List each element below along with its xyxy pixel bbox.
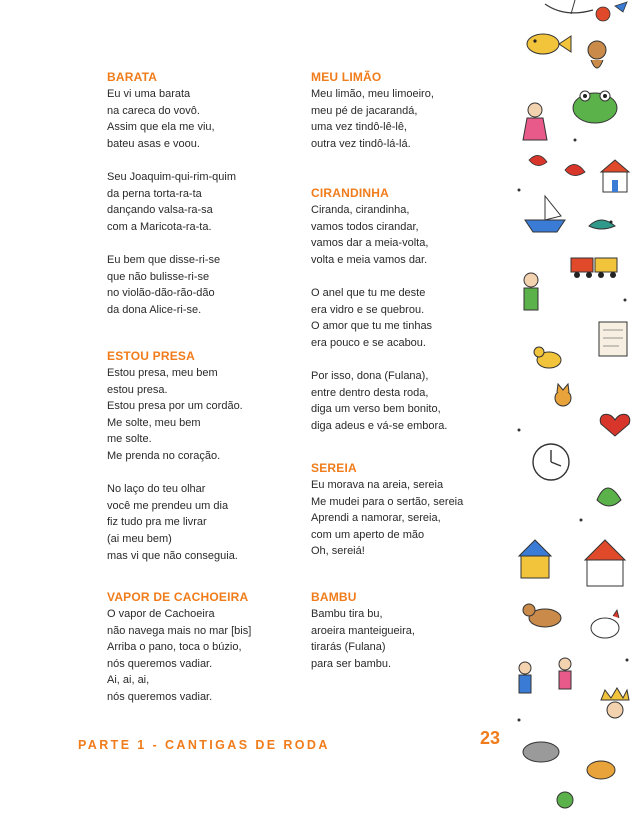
- verse-line: Me prenda no coração.: [107, 449, 221, 462]
- verse-line: bateu asas e voou.: [107, 137, 200, 150]
- doll-icon: [524, 273, 538, 310]
- verse-line: Ciranda, cirandinha,: [311, 204, 410, 216]
- verse-line: com um aperto de mão: [311, 528, 425, 541]
- stanza: [107, 169, 236, 235]
- verse-line: vamos todos cirandar,: [311, 220, 419, 233]
- house-icon: [601, 160, 629, 192]
- song-title: VAPOR DE CACHOEIRA: [107, 590, 249, 604]
- verse-line: Bambu tira bu,: [311, 608, 383, 620]
- hen-icon: [591, 610, 619, 638]
- verse-line: dançando valsa-ra-sa: [107, 204, 213, 217]
- house-icon: [585, 540, 625, 586]
- song-vapor-de-cachoeira: [107, 589, 251, 722]
- dog-icon: [523, 604, 561, 627]
- stanza: [311, 86, 434, 152]
- song-meu-limao: [311, 69, 434, 169]
- heart-icon: [600, 414, 630, 436]
- verse-line: na careca do vovô.: [107, 104, 200, 117]
- verse-line: que não bulisse-ri-se: [107, 270, 210, 283]
- stanza: [107, 252, 236, 318]
- verse-line: outra vez tindô-lá-lá.: [311, 137, 411, 150]
- verse-line: O anel que tu me deste: [311, 286, 426, 299]
- verse-line: nós queremos vadiar.: [107, 690, 213, 703]
- verse-line: Assim que ela me viu,: [107, 121, 215, 134]
- song-title: SEREIA: [311, 461, 357, 475]
- verse-line: da dona Alice-ri-se.: [107, 303, 202, 316]
- verse-line: Estou presa por um cordão.: [107, 400, 243, 413]
- verse-line: me solte.: [107, 433, 152, 446]
- stanza: [107, 481, 243, 564]
- book-icon: [599, 322, 627, 356]
- duck-icon: [534, 347, 561, 368]
- page-number: 23: [480, 728, 501, 748]
- branch-icon: [545, 0, 627, 21]
- stanza: [107, 365, 243, 465]
- song-bambu: [311, 589, 415, 689]
- verse-line: (ai meu bem): [107, 532, 172, 545]
- stanza: [311, 606, 415, 672]
- verse-line: O amor que tu me tinhas: [311, 320, 433, 333]
- stanza: [311, 202, 447, 268]
- verse-line: Seu Joaquim-qui-rim-quim: [107, 170, 236, 183]
- verse-line: Eu morava na areia, sereia: [311, 479, 444, 491]
- stanza: [311, 285, 447, 351]
- train-icon: [571, 258, 617, 278]
- leaf-icon: [529, 155, 585, 175]
- clock-icon: [533, 444, 569, 480]
- boat-icon: [525, 196, 565, 232]
- song-estou-presa: [107, 348, 243, 581]
- decorative-illustration: [505, 0, 638, 821]
- song-sereia: [311, 460, 463, 577]
- verse-line: aroeira manteigueira,: [311, 624, 415, 637]
- verse-line: meu pé de jacarandá,: [311, 104, 418, 117]
- verse-line: diga um verso bem bonito,: [311, 403, 441, 416]
- plant-icon: [597, 488, 621, 506]
- stanza: [107, 86, 236, 152]
- verse-line: para ser bambu.: [311, 657, 392, 670]
- verse-line: você me prendeu um dia: [107, 499, 229, 512]
- verse-line: Por isso, dona (Fulana),: [311, 369, 429, 382]
- cat-icon: [555, 384, 571, 406]
- verse-line: era vidro e se quebrou.: [311, 303, 425, 316]
- verse-line: Meu limão, meu limoeiro,: [311, 88, 434, 100]
- song-title: MEU LIMÃO: [311, 70, 382, 84]
- verse-line: Estou presa, meu bem: [107, 367, 218, 379]
- footer-section-title: PARTE 1 - CANTIGAS DE RODA: [78, 738, 330, 752]
- animal-icon: [523, 742, 615, 808]
- song-barata: [107, 69, 236, 335]
- verse-line: fiz tudo pra me livrar: [107, 516, 207, 529]
- verse-line: da perna torta-ra-ta: [107, 187, 202, 200]
- verse-line: com a Maricota-ra-ta.: [107, 220, 212, 233]
- monkey-icon: [588, 41, 606, 68]
- stanza: [311, 477, 463, 560]
- verse-line: Ai, ai, ai,: [107, 674, 150, 687]
- song-cirandinha: [311, 185, 447, 451]
- verse-line: Arriba o pano, toca o búzio,: [107, 641, 242, 654]
- verse-line: era pouco e se acabou.: [311, 336, 426, 349]
- people-icon: [519, 658, 571, 693]
- house-icon: [519, 540, 551, 578]
- verse-line: vamos dar a meia-volta,: [311, 237, 429, 250]
- verse-line: tirarás (Fulana): [311, 641, 386, 654]
- verse-line: volta e meia vamos dar.: [311, 253, 428, 266]
- verse-line: Aprendi a namorar, sereia,: [311, 512, 441, 525]
- fish-icon: [527, 34, 571, 54]
- verse-line: Eu vi uma barata: [107, 88, 191, 100]
- song-title: CIRANDINHA: [311, 186, 389, 200]
- child-icon: [523, 103, 547, 140]
- verse-line: Eu bem que disse-ri-se: [107, 253, 221, 266]
- verse-line: entre dentro desta roda,: [311, 386, 429, 399]
- crown-icon: [601, 688, 629, 718]
- verse-line: O vapor de Cachoeira: [107, 608, 215, 620]
- frog-icon: [573, 91, 617, 123]
- verse-line: Oh, sereiá!: [311, 545, 365, 558]
- stanza: [311, 368, 447, 434]
- verse-line: uma vez tindô-lê-lê,: [311, 121, 407, 134]
- verse-line: estou presa.: [107, 383, 168, 396]
- verse-line: não navega mais no mar [bis]: [107, 624, 252, 637]
- verse-line: diga adeus e vá-se embora.: [311, 419, 448, 432]
- verse-line: Me solte, meu bem: [107, 416, 201, 429]
- song-title: BARATA: [107, 70, 158, 84]
- song-title: ESTOU PRESA: [107, 349, 195, 363]
- verse-line: nós queremos vadiar.: [107, 657, 213, 670]
- verse-line: No laço do teu olhar: [107, 483, 206, 496]
- song-title: BAMBU: [311, 590, 357, 604]
- verse-line: Me mudei para o sertão, sereia: [311, 495, 464, 508]
- bird-icon: [589, 220, 615, 229]
- verse-line: no violão-dão-rão-dão: [107, 287, 215, 300]
- verse-line: mas vi que não conseguia.: [107, 549, 238, 562]
- stanza: [107, 606, 251, 706]
